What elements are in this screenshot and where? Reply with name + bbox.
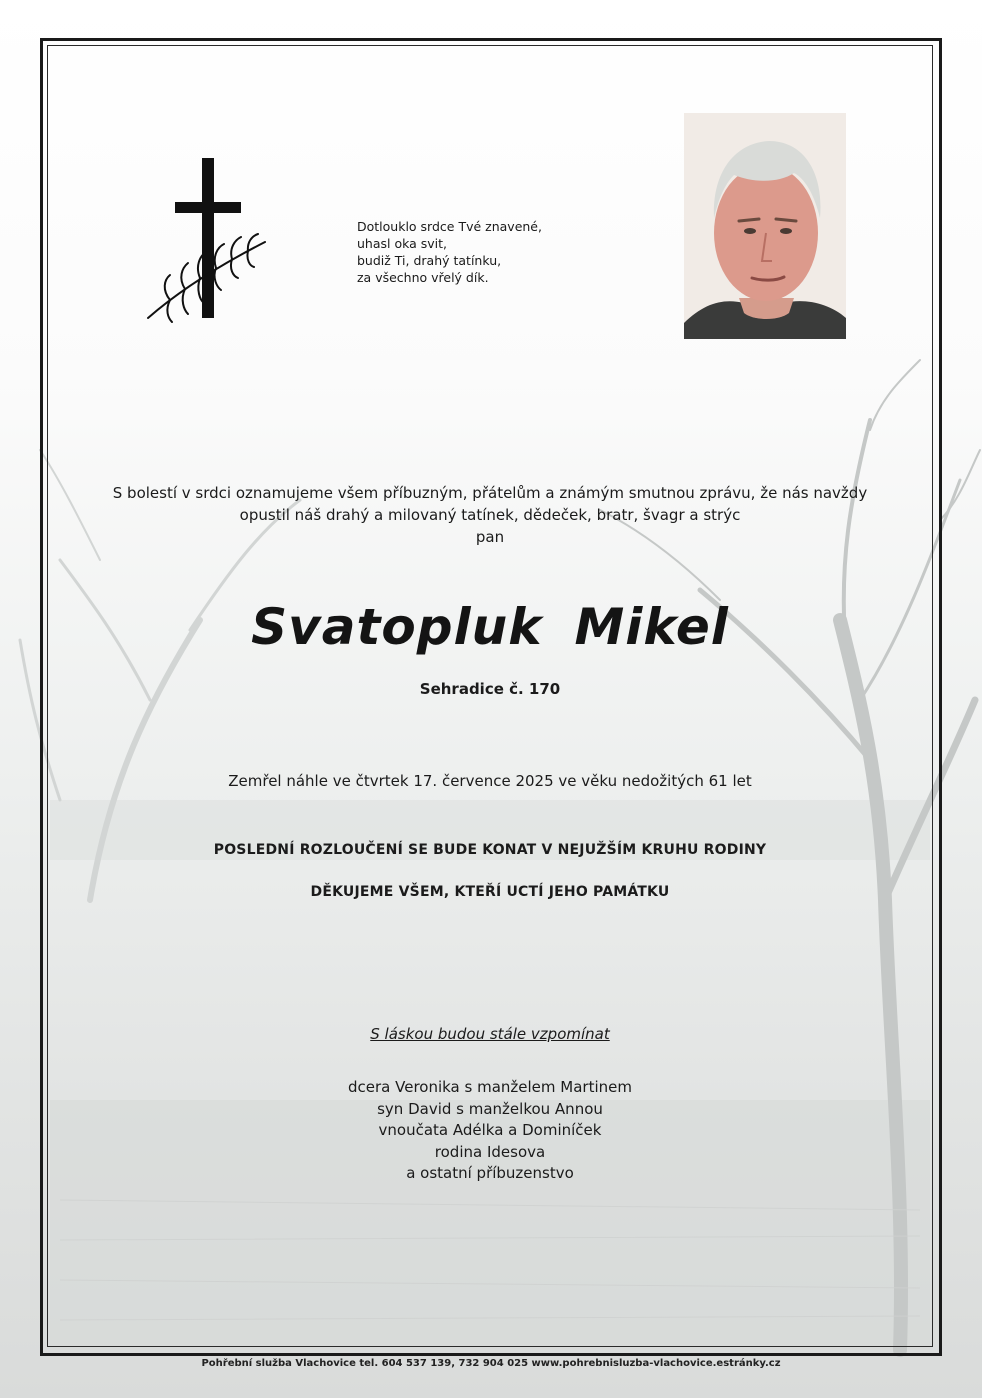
poem-line: Dotlouklo srdce Tvé znavené, (357, 219, 542, 234)
mourner-line: dcera Veronika s manželem Martinem (348, 1078, 632, 1096)
announcement-line: pan (475, 528, 505, 546)
mourner-line: a ostatní příbuzenstvo (406, 1164, 574, 1182)
mourner-line: vnoučata Adélka a Dominíček (378, 1121, 602, 1139)
mourners-list (60, 1077, 920, 1185)
memory-heading: S láskou budou stále vzpomínat (370, 1025, 610, 1043)
mourner-line: syn David s manželkou Annou (377, 1099, 603, 1118)
announcement-line: opustil náš drahý a milovaný tatínek, dědeček, bratr, švagr a strýc (239, 506, 741, 524)
death-notice: Zemřel náhle ve čtvrtek 17. července 2025 ve věku nedožitých 61 let (228, 772, 752, 790)
poem-line: budiž Ti, drahý tatínku, (357, 253, 502, 268)
farewell-notice: POSLEDNÍ ROZLOUČENÍ SE BUDE KONAT V NEJUŽŠÍM KRUHU RODINY (213, 842, 767, 858)
announcement-text (60, 482, 920, 548)
memorial-poem (357, 218, 617, 286)
thanks-notice: DĚKUJEME VŠEM, KTEŘÍ UCTÍ JEHO PAMÁTKU (310, 884, 670, 900)
deceased-name (60, 598, 920, 656)
first-name: Svatopluk (251, 598, 543, 656)
last-name: Mikel (574, 598, 729, 656)
cross-icon (140, 150, 280, 330)
deceased-address: Sehradice č. 170 (419, 680, 561, 698)
poem-line: uhasl oka svit, (357, 236, 448, 251)
portrait-photo (684, 113, 846, 339)
poem-line: za všechno vřelý dík. (357, 270, 489, 285)
funeral-service-footer: Pohřební služba Vlachovice tel. 604 537 139, 732 904 025 www.pohrebnisluzba-vlachovice.estránky.cz (201, 1358, 781, 1369)
mourner-line: rodina Idesova (434, 1142, 546, 1161)
announcement-line: S bolestí v srdci oznamujeme všem příbuzným, přátelům a známým smutnou zprávu, že nás navždy (112, 484, 868, 502)
